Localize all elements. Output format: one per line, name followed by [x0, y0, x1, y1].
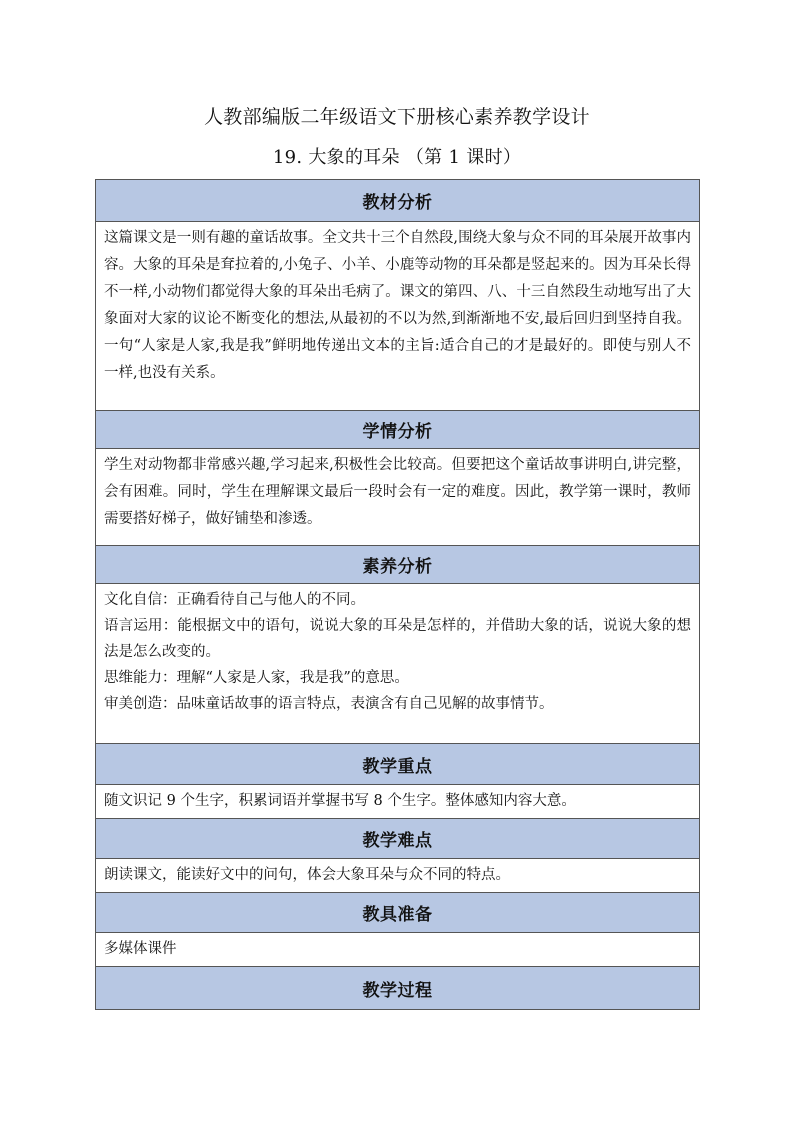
learner-analysis-text: 学生对动物都非常感兴趣,学习起来,积极性会比较高。但要把这个童话故事讲明白,讲完整，会有困难。同时，学生在理解课文最后一段时会有一定的难度。因此，教学第一课时，教师需要搭好梯子，做好铺垫和渗透。	[104, 457, 691, 527]
section-header-textbook-analysis: 教材分析	[96, 180, 699, 222]
section-body-difficult-points	[96, 859, 699, 893]
section-header-learner-analysis: 学情分析	[96, 411, 699, 449]
section-header-teaching-process: 教学过程	[96, 967, 699, 1009]
section-body-learner-analysis	[96, 449, 699, 546]
difficult-points-text: 朗读课文，能读好文中的问句，体会大象耳朵与众不同的特点。	[104, 867, 510, 883]
section-body-literacy-analysis	[96, 584, 699, 744]
literacy-item-aesthetics: 审美创造：品味童话故事的语言特点，表演含有自己见解的故事情节。	[104, 696, 554, 712]
lesson-plan-table	[95, 179, 700, 1010]
section-body-key-points	[96, 785, 699, 819]
section-header-materials: 教具准备	[96, 893, 699, 933]
literacy-item-culture: 文化自信：正确看待自己与他人的不同。	[104, 592, 365, 608]
section-header-key-points: 教学重点	[96, 744, 699, 785]
section-body-materials	[96, 933, 699, 967]
lesson-subtitle: 19. 大象的耳朵 （第 1 课时）	[272, 147, 522, 168]
key-points-text: 随文识记 9 个生字，积累词语并掌握书写 8 个生字。整体感知内容大意。	[104, 793, 576, 809]
literacy-item-language: 语言运用：能根据文中的语句，说说大象的耳朵是怎样的，并借助大象的话，说说大象的想法是怎么改变的。	[104, 618, 691, 660]
section-header-literacy-analysis: 素养分析	[96, 546, 699, 584]
literacy-item-thinking: 思维能力：理解“人家是人家，我是我”的意思。	[104, 670, 409, 686]
document-title: 人教部编版二年级语文下册核心素养教学设计	[203, 106, 590, 128]
section-header-difficult-points: 教学难点	[96, 819, 699, 859]
section-body-textbook-analysis	[96, 222, 699, 411]
textbook-analysis-text: 这篇课文是一则有趣的童话故事。全文共十三个自然段,围绕大象与众不同的耳朵展开故事内容。大象的耳朵是耷拉着的,小兔子、小羊、小鹿等动物的耳朵都是竖起来的。因为耳朵长得不一样,小动物们都觉得大象的耳朵出毛病了。课文的第四、八、十三自然段生动地写出了大象面对大家的议论不断变化的想法,从最初的不以为然,到渐渐地不安,最后回归到坚持自我。一句“人家是人家,我是我”鲜明地传递出文本的主旨:适合自己的才是最好的。即使与别人不一样,也没有关系。	[104, 230, 691, 381]
materials-text: 多媒体课件	[104, 941, 177, 957]
